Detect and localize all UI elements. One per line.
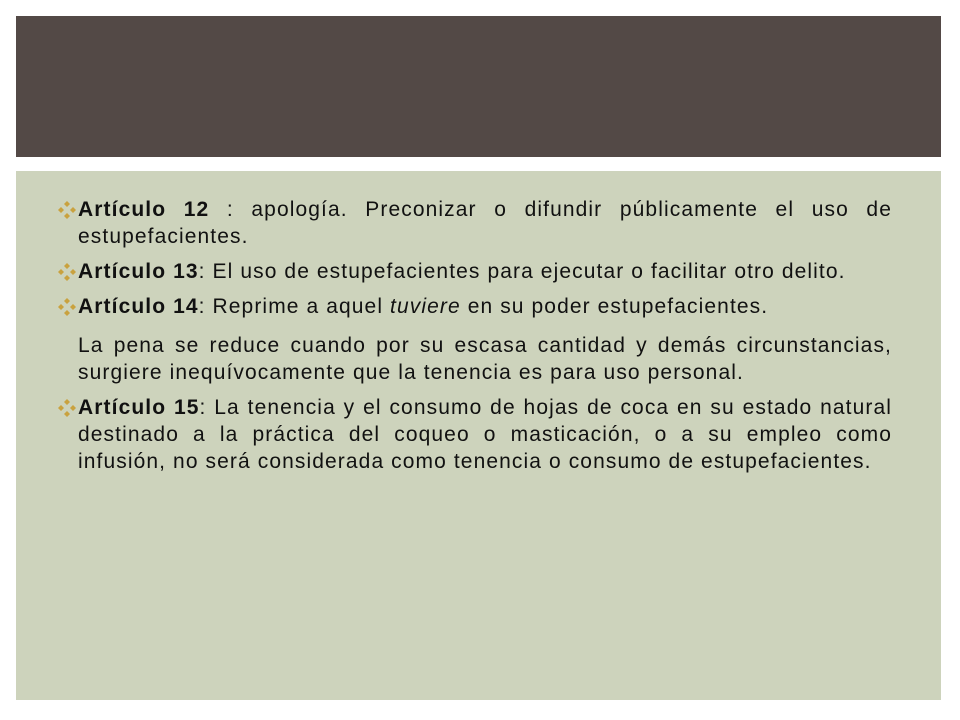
article-14-sub-paragraph: La pena se reduce cuando por su escasa cantidad y demás circunstancias, surgiere inequívocamente que la tenencia es para uso personal. <box>78 334 892 384</box>
diamond-cluster-icon <box>58 201 76 219</box>
article-text: : El uso de estupefacientes para ejecutar o facilitar otro delito. <box>198 260 846 283</box>
article-text: en su poder estupefacientes. <box>460 295 769 318</box>
article-label: Artículo 13 <box>78 260 199 283</box>
article-12-item <box>60 196 892 250</box>
article-text: : La tenencia y el consumo de hojas de coca en su estado natural destinado a la práctica del coqueo o masticación, o a su empleo como infusión, no será considerada como tenencia o consumo de estupefacientes. <box>78 396 892 473</box>
body-text <box>60 196 892 483</box>
diamond-cluster-icon <box>58 298 76 316</box>
title-band <box>16 16 941 157</box>
article-label: Artículo 14 <box>78 295 199 318</box>
diamond-cluster-icon <box>58 399 76 417</box>
article-14-item <box>60 293 892 320</box>
article-13-item <box>60 258 892 285</box>
article-emphasis: tuviere <box>390 295 461 318</box>
article-text: : apología. Preconizar o difundir públicamente el uso de estupefacientes. <box>78 198 892 248</box>
article-text: : Reprime a aquel <box>198 295 391 318</box>
article-label: Artículo 12 <box>78 198 210 221</box>
article-15-item <box>60 394 892 475</box>
diamond-cluster-icon <box>58 263 76 281</box>
article-label: Artículo 15 <box>78 396 200 419</box>
